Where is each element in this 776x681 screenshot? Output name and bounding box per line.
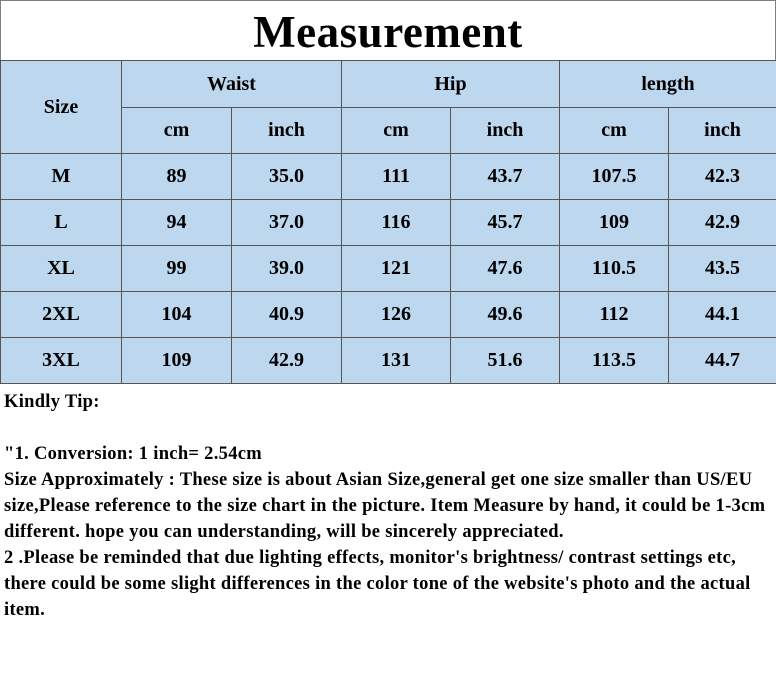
length-header: length <box>560 61 776 108</box>
table-cell: 111 <box>342 154 451 200</box>
size-cell: XL <box>1 246 122 292</box>
table-cell: 112 <box>560 292 669 338</box>
table-cell: 35.0 <box>232 154 342 200</box>
hip-header: Hip <box>342 61 560 108</box>
tips-section <box>4 389 772 623</box>
size-chart-table <box>0 60 776 384</box>
table-cell: 110.5 <box>560 246 669 292</box>
table-cell: 42.9 <box>232 338 342 384</box>
table-cell: 40.9 <box>232 292 342 338</box>
size-cell: 3XL <box>1 338 122 384</box>
table-cell: 107.5 <box>560 154 669 200</box>
table-cell: 42.9 <box>669 200 776 246</box>
table-cell: 99 <box>122 246 232 292</box>
table-cell: 39.0 <box>232 246 342 292</box>
table-cell: 43.5 <box>669 246 776 292</box>
table-row <box>1 200 776 246</box>
spacer <box>4 415 772 441</box>
table-cell: 126 <box>342 292 451 338</box>
table-cell: 49.6 <box>451 292 560 338</box>
table-cell: 89 <box>122 154 232 200</box>
title-box <box>0 0 776 60</box>
conversion-note: "1. Conversion: 1 inch= 2.54cm <box>4 444 262 464</box>
unit-header: inch <box>232 108 342 154</box>
table-cell: 45.7 <box>451 200 560 246</box>
table-cell: 44.1 <box>669 292 776 338</box>
table-cell: 109 <box>122 338 232 384</box>
tips-heading: Kindly Tip: <box>4 392 100 412</box>
waist-header: Waist <box>122 61 342 108</box>
table-cell: 47.6 <box>451 246 560 292</box>
table-cell: 37.0 <box>232 200 342 246</box>
size-cell: 2XL <box>1 292 122 338</box>
table-row <box>1 246 776 292</box>
color-note: 2 .Please be reminded that due lighting effects, monitor's brightness/ contrast settings etc, there could be some slight differences in the color tone of the website's photo and the actual item. <box>4 548 751 620</box>
unit-header: inch <box>669 108 776 154</box>
table-cell: 51.6 <box>451 338 560 384</box>
unit-header: cm <box>560 108 669 154</box>
table-cell: 121 <box>342 246 451 292</box>
unit-header: cm <box>342 108 451 154</box>
table-row <box>1 154 776 200</box>
table-cell: 42.3 <box>669 154 776 200</box>
table-cell: 94 <box>122 200 232 246</box>
unit-header: inch <box>451 108 560 154</box>
table-cell: 43.7 <box>451 154 560 200</box>
table-cell: 104 <box>122 292 232 338</box>
table-cell: 131 <box>342 338 451 384</box>
table-row <box>1 292 776 338</box>
table-row <box>1 338 776 384</box>
table-cell: 116 <box>342 200 451 246</box>
size-cell: L <box>1 200 122 246</box>
size-note: Size Approximately : These size is about Asian Size,general get one size smaller than US/EU size,Please reference to the size chart in the picture. Item Measure by hand, it could be 1-3cm different. hope you can understanding, will be sincerely appreciated. <box>4 470 766 542</box>
table-cell: 44.7 <box>669 338 776 384</box>
size-header: Size <box>1 61 122 154</box>
unit-header: cm <box>122 108 232 154</box>
table-cell: 109 <box>560 200 669 246</box>
page-title: Measurement <box>253 7 523 57</box>
size-cell: M <box>1 154 122 200</box>
table-cell: 113.5 <box>560 338 669 384</box>
